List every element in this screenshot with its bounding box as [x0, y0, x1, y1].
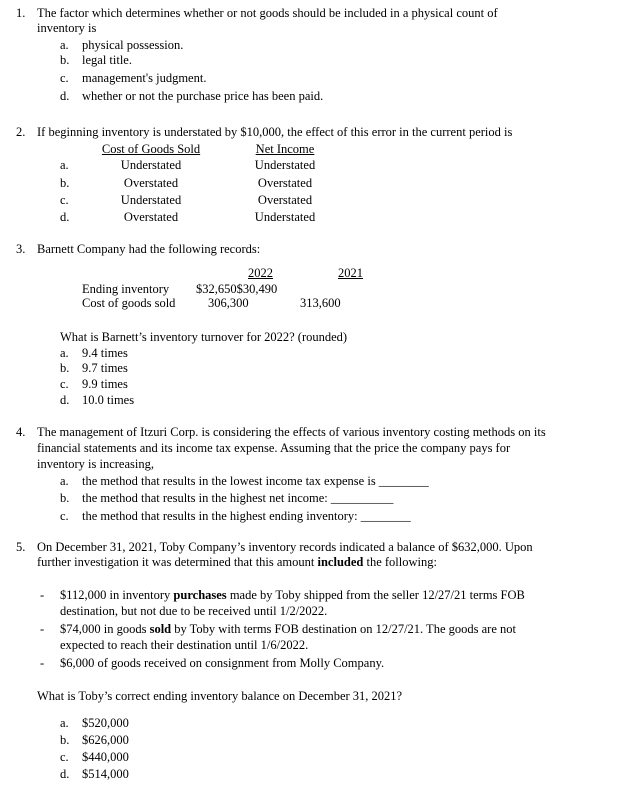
q2-stem: If beginning inventory is understated by $10,000, the effect of this error in the current period is [37, 125, 513, 139]
q3-year-2021: 2021 [338, 266, 363, 280]
q1-stem: The factor which determines whether or not goods should be included in a physical count of [37, 6, 498, 20]
q4-option-label: a. [60, 474, 69, 488]
q5-bullet-purchases-cont: destination, but not due to be received until 1/2/2022. [60, 604, 328, 618]
q5-stem-cont: further investigation it was determined that this amount included the following: [37, 555, 437, 569]
q5-bullet-sold-cont: expected to reach their destination until 1/6/2022. [60, 638, 309, 652]
q3-cogs-2022: 306,300 [208, 296, 249, 310]
q5-bullet-dash: - [40, 622, 45, 636]
q3-option-text: 10.0 times [82, 393, 135, 407]
q1-option-label: a. [60, 38, 69, 52]
q5-option-label: a. [60, 716, 69, 730]
q2-row-label: c. [60, 193, 69, 207]
q2-column-header-cogs: Cost of Goods Sold [101, 142, 201, 156]
q2-row-net-income: Overstated [257, 193, 313, 207]
q5-option-text: $514,000 [82, 767, 129, 781]
q3-option-label: d. [60, 393, 70, 407]
q1-option-text: whether or not the purchase price has been paid. [82, 89, 324, 103]
q2-number: 2. [16, 125, 26, 139]
q2-row-cogs: Understated [120, 193, 182, 207]
q3-option-label: c. [60, 377, 69, 391]
q4-option-text: the method that results in the highest ending inventory: ________ [82, 509, 411, 523]
q3-question: What is Barnett’s inventory turnover for 2022? (rounded) [60, 330, 348, 344]
q2-row-cogs: Understated [120, 158, 182, 172]
q4-stem-cont: financial statements and its income tax expense. Assuming that the price the company pays for [37, 441, 511, 455]
q1-number: 1. [16, 6, 26, 20]
q3-year-2022: 2022 [248, 266, 273, 280]
q5-question: What is Toby’s correct ending inventory balance on December 31, 2021? [37, 689, 403, 703]
q3-option-label: b. [60, 361, 70, 375]
q2-row-net-income: Understated [254, 158, 316, 172]
q2-row-label: d. [60, 210, 70, 224]
q2-row-cogs: Overstated [123, 176, 179, 190]
q4-option-text: the method that results in the lowest income tax expense is ________ [82, 474, 429, 488]
q4-number: 4. [16, 425, 26, 439]
q3-ending-inventory-values: $32,650$30,490 [196, 282, 278, 296]
q3-stem: Barnett Company had the following records: [37, 242, 261, 256]
q2-row-net-income: Understated [254, 210, 316, 224]
q4-option-label: b. [60, 491, 70, 505]
q3-ending-inventory-label: Ending inventory [82, 282, 170, 296]
q1-option-label: b. [60, 53, 70, 67]
q5-option-label: d. [60, 767, 70, 781]
q3-cogs-label: Cost of goods sold [82, 296, 176, 310]
q2-row-net-income: Overstated [257, 176, 313, 190]
q5-option-label: b. [60, 733, 70, 747]
q1-option-text: physical possession. [82, 38, 184, 52]
q1-option-label: d. [60, 89, 70, 103]
q2-column-header-net-income: Net Income [255, 142, 315, 156]
q2-row-cogs: Overstated [123, 210, 179, 224]
q5-stem: On December 31, 2021, Toby Company’s inventory records indicated a balance of $632,000. Upon [37, 540, 533, 554]
q5-number: 5. [16, 540, 26, 554]
q5-bullet-consignment: $6,000 of goods received on consignment from Molly Company. [60, 656, 385, 670]
q4-option-text: the method that results in the highest net income: __________ [82, 491, 394, 505]
q4-stem-cont: inventory is increasing, [37, 457, 154, 471]
q5-option-text: $520,000 [82, 716, 129, 730]
q1-stem-cont: inventory is [37, 21, 97, 35]
q5-option-text: $626,000 [82, 733, 129, 747]
q5-option-text: $440,000 [82, 750, 129, 764]
q3-number: 3. [16, 242, 26, 256]
q2-row-label: a. [60, 158, 69, 172]
q1-option-text: legal title. [82, 53, 132, 67]
q2-row-label: b. [60, 176, 70, 190]
q3-option-text: 9.9 times [82, 377, 128, 391]
q1-option-label: c. [60, 71, 69, 85]
q5-bullet-dash: - [40, 588, 45, 602]
q3-option-label: a. [60, 346, 69, 360]
q5-option-label: c. [60, 750, 69, 764]
q3-option-text: 9.4 times [82, 346, 128, 360]
q5-bullet-dash: - [40, 656, 45, 670]
q5-bullet-sold: $74,000 in goods sold by Toby with terms FOB destination on 12/27/21. The goods are not [60, 622, 516, 636]
q5-bullet-purchases: $112,000 in inventory purchases made by Toby shipped from the seller 12/27/21 terms FOB [60, 588, 525, 602]
q4-option-label: c. [60, 509, 69, 523]
q3-cogs-2021: 313,600 [300, 296, 341, 310]
q4-stem: The management of Itzuri Corp. is considering the effects of various inventory costing methods on its [37, 425, 546, 439]
q1-option-text: management's judgment. [82, 71, 207, 85]
q3-option-text: 9.7 times [82, 361, 128, 375]
